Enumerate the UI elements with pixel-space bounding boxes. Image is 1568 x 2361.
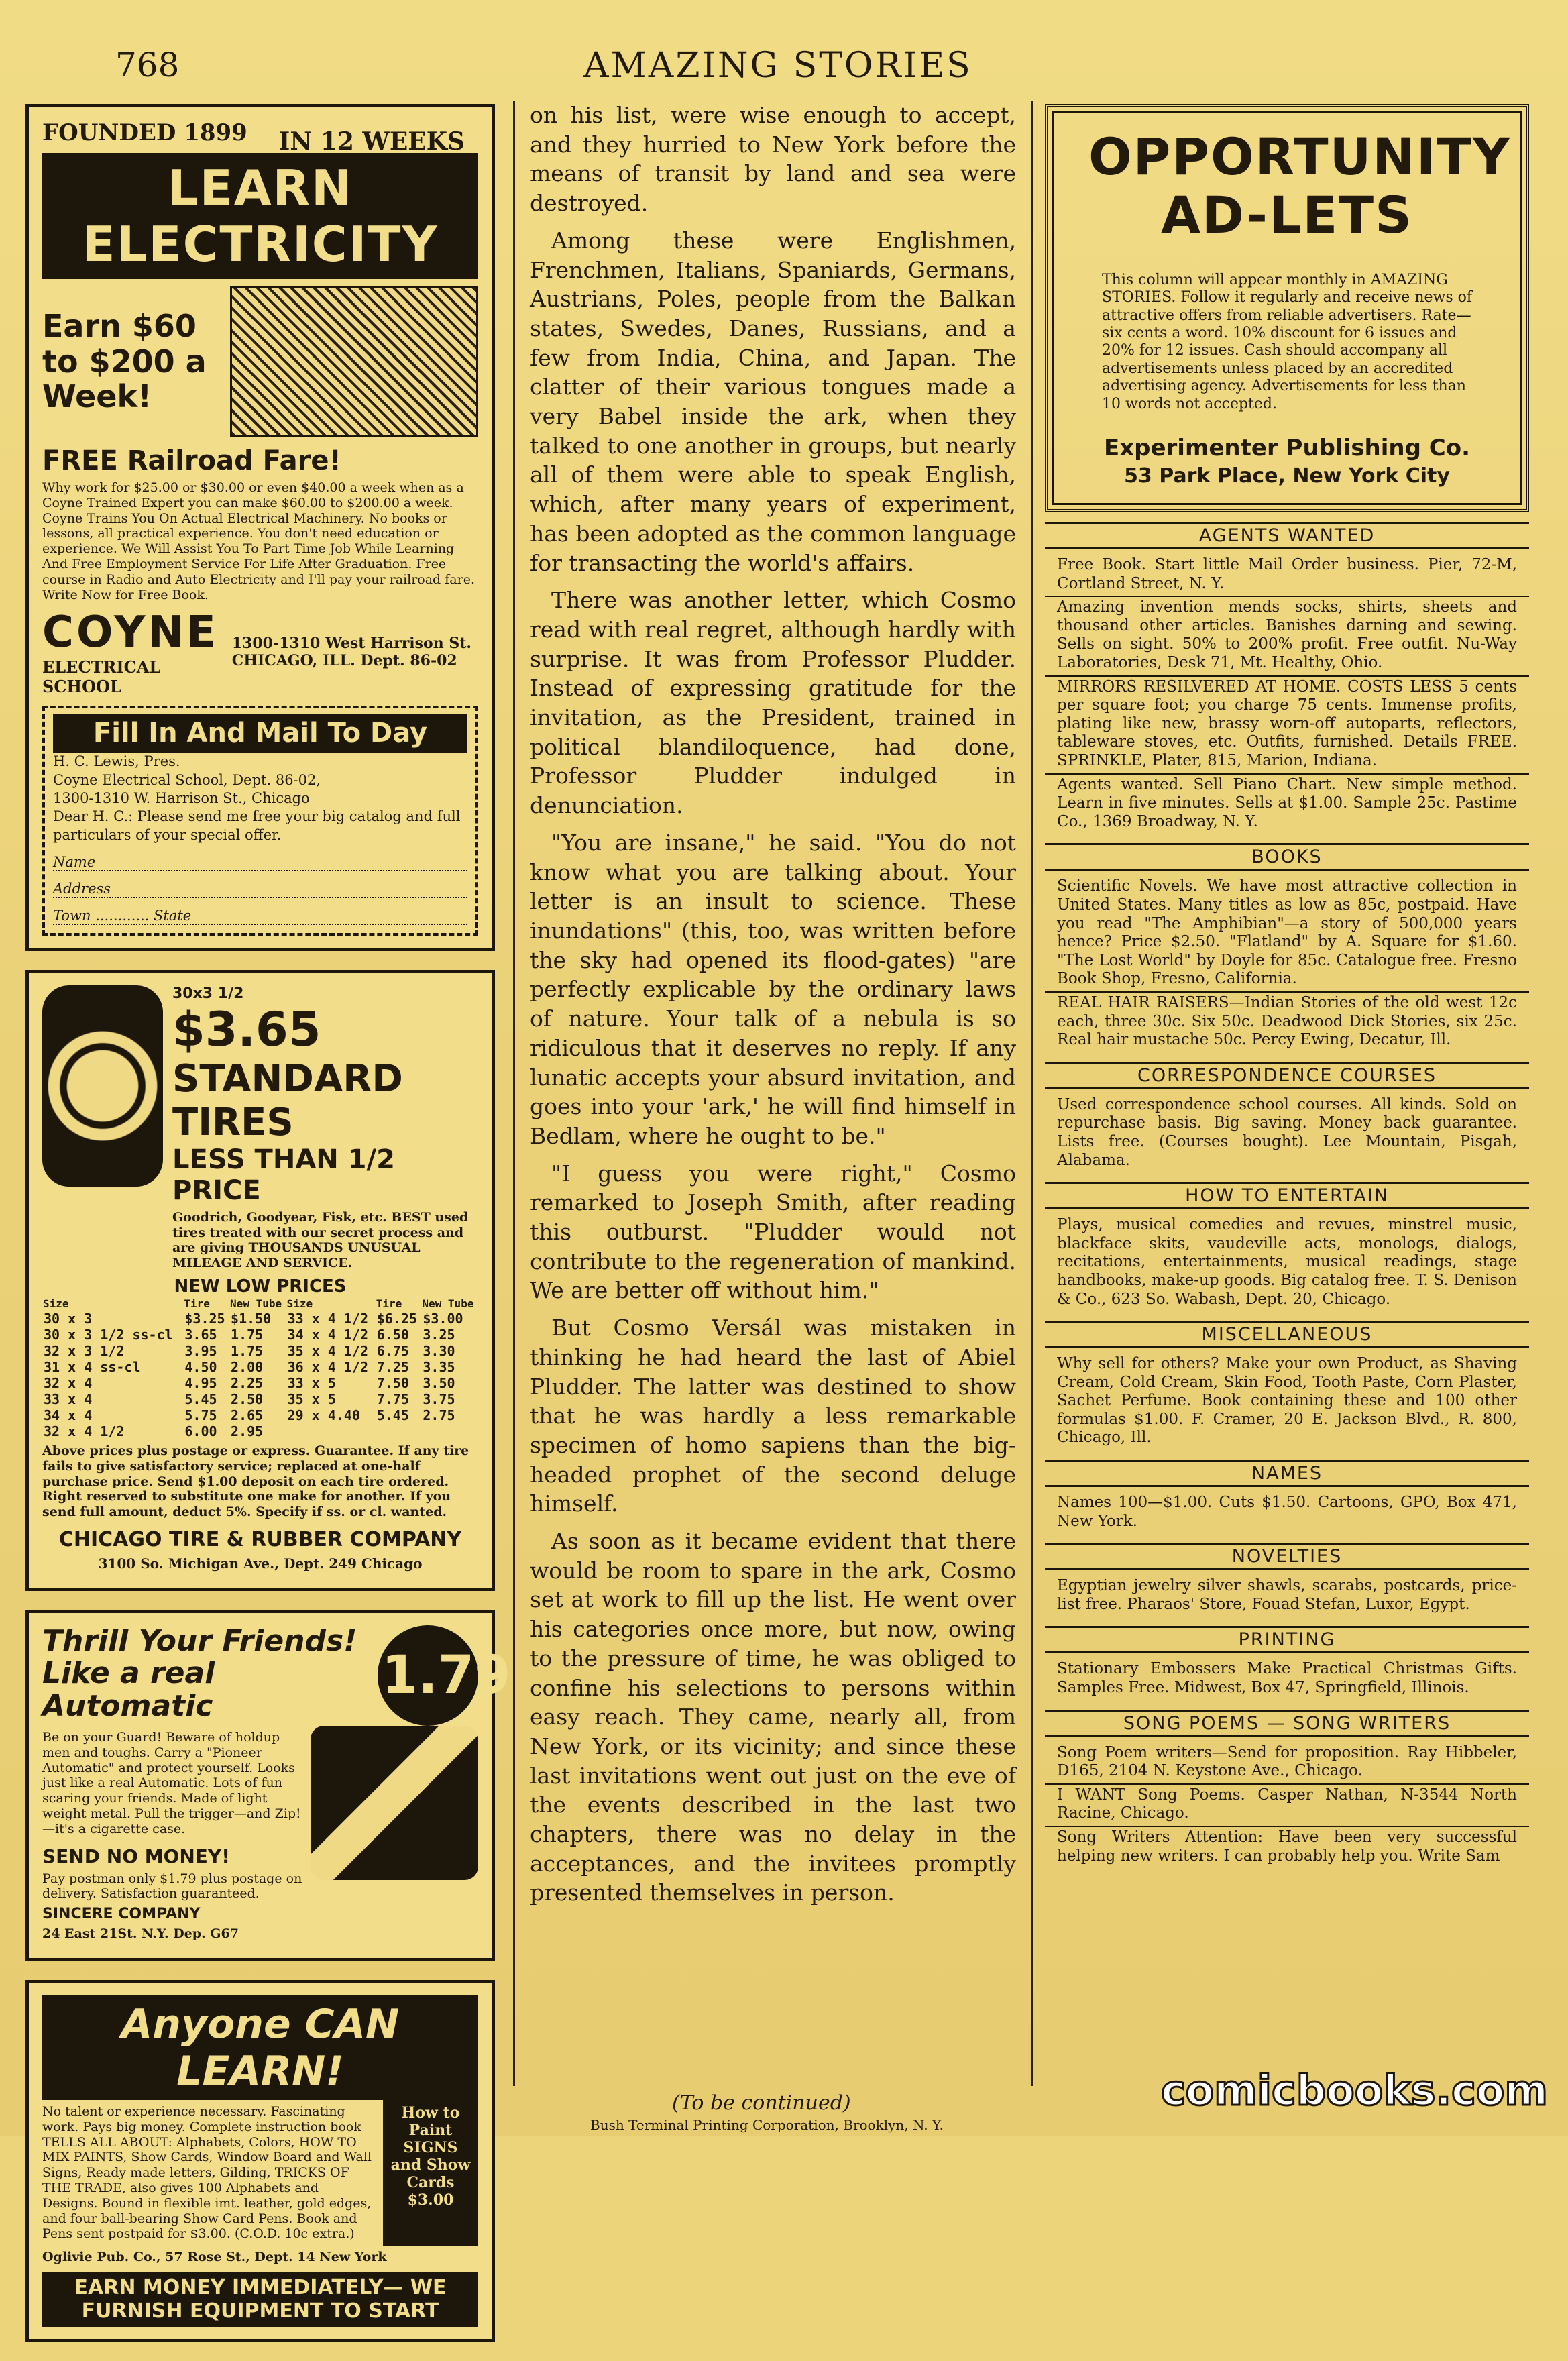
tire-cell: 3.30 <box>423 1343 455 1360</box>
tire-row <box>42 1359 478 1375</box>
classified-ad: MIRRORS RESILVERED AT HOME. COSTS LESS 5 cents per square foot; you charge 75 cents. Immense profits, plating like new, brassy worn-off autoparts, reflectors, tableware stoves, etc. Outfits, furnished. Details FREE. SPRINKLE, Plater, 815, Marion, Indiana. <box>1045 677 1529 775</box>
tire-column-header: Size <box>43 1297 69 1311</box>
tire-cell: 34 x 4 <box>44 1407 93 1424</box>
tire-cell: 6.50 <box>376 1327 409 1343</box>
tire-cell <box>421 1423 478 1439</box>
story-paragraph: on his list, were wise enough to accept, and they hurried to New York before the means of transit by land and sea were destroyed. <box>530 102 1016 217</box>
tire-row <box>42 1311 478 1327</box>
section-heading: NAMES <box>1045 1460 1529 1487</box>
tire-cell <box>286 1423 376 1439</box>
tire-illustration <box>42 985 163 1187</box>
tires-header <box>42 985 478 1275</box>
classified-section <box>1045 1182 1529 1311</box>
signs-ad <box>25 1980 495 2342</box>
tire-cell: 7.50 <box>376 1375 409 1392</box>
tire-row <box>42 1407 478 1423</box>
signs-headline: Anyone CAN LEARN! <box>42 1995 478 2100</box>
opportunity-intro: This column will appear monthly in AMAZING STORIES. Follow it regularly and receive news of attractive offers from reliable advertisers. Rate—six cents a word. 10% discount for 6 issues and 20% for 12 issues. Cash should accompany all advertisements unless placed by an accredited advertising agency. Advertisements for less than 10 words not accepted. <box>1102 271 1473 413</box>
coupon-title: Fill In And Mail To Day <box>53 714 467 753</box>
classifieds-column <box>1045 104 1529 1868</box>
tire-cell: 6.75 <box>376 1343 409 1360</box>
opportunity-box <box>1045 104 1529 512</box>
tire-cell: 2.25 <box>231 1375 264 1392</box>
page-number: 768 <box>115 46 180 85</box>
classified-ad: Amazing invention mends socks, shirts, sheets and thousand other articles. Banishes darning and sewing. Sells on sight. 50% to 200% profit. Free outfit. Nu-Way Laboratories, Desk 71, Mt. Healthy, Ohio. <box>1045 597 1529 676</box>
tire-column-header: Tire <box>376 1297 402 1311</box>
sign-book-cover <box>383 2100 478 2246</box>
tire-cell: $1.50 <box>231 1311 272 1327</box>
tire-size-label: 30x3 1/2 <box>172 985 244 1002</box>
signs-company: Oglivie Pub. Co., 57 Rose St., Dept. 14 New York <box>42 2250 387 2265</box>
classified-ad: Why sell for others? Make your own Product, as Shaving Cream, Cold Cream, Skin Food, Tooth Paste, Corn Plaster, Sachet Perfume. Book containing these and 100 other formulas $1.00. F. Cramer, 20 E. Jackson Blvd., R. 800, Chicago, Ill. <box>1057 1355 1517 1447</box>
tire-row <box>42 1423 478 1439</box>
tire-cell: 2.00 <box>231 1359 264 1376</box>
town-label: Town <box>53 907 91 924</box>
tire-cell: 32 x 4 <box>44 1375 93 1392</box>
tires-fine-print: Above prices plus postage or express. Guarantee. If any tire fails to give satisfactory service; replaced at one-half purchase price. Send $1.00 deposit on each tire ordered. Right reserved to substitute one make for another. If you send full amount, deduct 5%. Specify if ss. or cl. wanted. <box>42 1443 469 1520</box>
running-title: AMAZING STORIES <box>583 46 972 86</box>
tires-table-title: NEW LOW PRICES <box>174 1276 347 1297</box>
tire-cell: 35 x 5 <box>287 1391 336 1408</box>
name-field[interactable]: Name <box>53 854 467 871</box>
state-label: State <box>154 907 192 924</box>
tire-price: $3.65 <box>172 1001 321 1057</box>
coupon-line: Dear H. C.: Please send me free your big catalog and full particulars of your special offer. <box>53 808 461 843</box>
tire-cell: 35 x 4 1/2 <box>287 1343 369 1360</box>
coupon-line: 1300-1310 W. Harrison St., Chicago <box>53 789 310 806</box>
less-than-half: LESS THAN 1/2 PRICE <box>172 1144 395 1206</box>
adlets-title: AD-LETS <box>1161 185 1413 245</box>
tire-cell: 2.95 <box>231 1423 264 1440</box>
school-name: ELECTRICAL SCHOOL <box>42 657 161 697</box>
classified-section <box>1045 843 1529 1052</box>
story-paragraph: "You are insane," he said. "You do not know what you are talking about. Your letter is an insult to science. These inundations" (this, too, was written before the sky had opened its flood-gates) "are perfectly explicable by the ordinary laws of nature. Your talk of a nebula is so ridiculous that it deserves no reply. If any lunatic accepts your absurd invitation, and goes into your 'ark,' he will find himself in Bedlam, where he ought to be." <box>530 829 1016 1149</box>
tire-cell: 3.75 <box>423 1391 455 1408</box>
gun-pay: Pay postman only $1.79 plus postage on delivery. Satisfaction guaranteed. <box>42 1871 302 1902</box>
tire-cell: 33 x 4 1/2 <box>287 1311 369 1327</box>
gun-body: Be on your Guard! Beware of holdup men and toughs. Carry a "Pioneer Automatic" and protect yourself. Looks just like a real Automatic. Lots of fun scaring your friends. Made of light weight metal. Pull the trigger—and Zip!—it's a cigarette case. <box>42 1730 301 1836</box>
tire-company-address: 3100 So. Michigan Ave., Dept. 249 Chicago <box>98 1555 423 1572</box>
section-heading: HOW TO ENTERTAIN <box>1045 1182 1529 1209</box>
tire-cell: $6.25 <box>376 1311 417 1327</box>
gun-text <box>42 1726 304 1946</box>
address-field[interactable]: Address <box>53 881 467 898</box>
tire-cell: 4.95 <box>184 1375 217 1392</box>
tire-cell: 7.75 <box>376 1391 409 1408</box>
tire-cell: 5.45 <box>376 1407 409 1424</box>
tire-cell: 30 x 3 <box>44 1311 93 1327</box>
tire-cell: 31 x 4 ss-cl <box>44 1359 141 1376</box>
tire-row <box>42 1375 478 1391</box>
tire-cell: 33 x 5 <box>287 1375 336 1392</box>
electricity-ad <box>25 104 495 951</box>
classified-section <box>1045 1460 1529 1533</box>
electricity-body: Why work for $25.00 or $30.00 or even $40.00 a week when as a Coyne Trained Expert you can make $60.00 to $200.00 a week. Coyne Trains You On Actual Electrical Machinery. No books or lessons, all practical experience. You don't need education or experience. We Will Assist You To Part Time Job While Learning And Free Employment Service For Life After Graduation. Free course in Radio and Auto Electricity and I'll pay your railroad fare. Write Now for Free Book. <box>42 480 475 602</box>
classified-ad: Free Book. Start little Mail Order business. Pier, 72-M, Cortland Street, N. Y. <box>1045 555 1529 597</box>
coyne-logo: COYNE <box>42 608 219 658</box>
tire-cell: 32 x 4 1/2 <box>44 1423 125 1440</box>
tire-table-header <box>42 1297 478 1311</box>
section-heading: AGENTS WANTED <box>1045 522 1529 549</box>
publisher-address: 53 Park Place, New York City <box>1124 464 1450 488</box>
classified-ad: Agents wanted. Sell Piano Chart. New simple method. Learn in five minutes. Sells at $1.00. Sample 25c. Pastime Co., 1369 Broadway, N. Y. <box>1057 775 1517 830</box>
publisher-name: Experimenter Publishing Co. <box>1103 434 1471 461</box>
tire-cell: 2.75 <box>423 1407 455 1424</box>
classified-ad: Song Poem writers—Send for proposition. Ray Hibbeler, D165, 2104 N. Keystone Ave., Chicago. <box>1045 1743 1529 1785</box>
tire-cell: 4.50 <box>184 1359 217 1376</box>
classified-section <box>1045 522 1529 834</box>
coupon-line: H. C. Lewis, Pres. <box>53 753 180 770</box>
classified-section <box>1045 1543 1529 1616</box>
classified-ad: I WANT Song Poems. Casper Nathan, N-3544 North Racine, Chicago. <box>1045 1785 1529 1827</box>
tire-column-header: New Tube <box>422 1297 474 1311</box>
tire-cell: 2.50 <box>231 1391 264 1408</box>
tire-cell: 3.65 <box>184 1327 217 1343</box>
tire-cell: 33 x 4 <box>44 1391 93 1408</box>
sign-book-title: How to Paint SIGNS and Show Cards <box>390 2104 471 2191</box>
tire-cell <box>376 1423 422 1439</box>
printer-credit: Bush Terminal Printing Corporation, Brooklyn, N. Y. <box>590 2117 944 2133</box>
earn-text: Earn $60 to $200 a Week! <box>42 307 207 415</box>
signs-body-row <box>42 2100 478 2246</box>
gun-headline: Thrill Your Friends! Like a real Automatic <box>42 1624 357 1723</box>
coyne-address: 1300-1310 West Harrison St. CHICAGO, ILL. Dept. 86-02 <box>231 634 472 670</box>
gun-address: 24 East 21St. N.Y. Dep. G67 <box>42 1926 239 1942</box>
send-no-money: SEND NO MONEY! <box>42 1845 230 1867</box>
section-heading: BOOKS <box>1045 843 1529 871</box>
earn-money-bar: EARN MONEY IMMEDIATELY— WE FURNISH EQUIPMENT TO START <box>42 2272 478 2327</box>
classified-ad: Song Writers Attention: Have been very successful helping new writers. I can probably help you. Write Sam <box>1057 1828 1517 1865</box>
tire-cell: 34 x 4 1/2 <box>287 1327 369 1343</box>
mail-coupon[interactable] <box>42 706 478 935</box>
students-illustration <box>230 286 478 437</box>
tires-headline: STANDARD TIRES <box>172 1056 403 1144</box>
tire-company: CHICAGO TIRE & RUBBER COMPANY <box>58 1528 462 1552</box>
classified-ad: REAL HAIR RAISERS—Indian Stories of the old west 12c each, three 30c. Six 50c. Deadwood Dick Stories, six 25c. Real hair mustache 50c. Percy Ewing, Decatur, Ill. <box>1057 993 1517 1049</box>
tire-cell: 3.25 <box>423 1327 455 1343</box>
section-heading: MISCELLANEOUS <box>1045 1321 1529 1348</box>
gun-body-row <box>42 1726 478 1946</box>
story-paragraph: "I guess you were right," Cosmo remarked to Joseph Smith, after reading this outburst. "Pludder would not contribute to the regeneration of mankind. We are better off without him." <box>530 1160 1016 1304</box>
tire-price-table <box>42 1297 478 1439</box>
gun-price: $1.79 <box>378 1625 478 1726</box>
tire-row <box>42 1343 478 1359</box>
column-rule <box>1031 101 1033 2086</box>
tire-row <box>42 1391 478 1407</box>
classified-section <box>1045 1710 1529 1869</box>
sign-book-price: $3.00 <box>407 2191 454 2209</box>
signs-body: No talent or experience necessary. Fascinating work. Pays big money. Complete instruction book TELLS ALL ABOUT: Alphabets, Colors, HOW TO MIX PAINTS, Show Cards, Window Board and Wall Signs, Ready made letters, Gilding, TRICKS OF THE TRADE, also gives 100 Alphabets and Designs. Bound in flexible imt. leather, gold edges, and four ball-bearing Show Card Pens. Book and Pens sent postpaid for $3.00. (C.O.D. 10c extra.) <box>42 2104 372 2242</box>
weeks-label: IN 12 WEEKS <box>278 127 465 156</box>
tire-cell: 1.75 <box>231 1343 264 1360</box>
tire-table-body <box>42 1311 478 1439</box>
watermark-logo: comicbooks.com <box>1160 2066 1548 2115</box>
tire-column-header: Size <box>286 1297 313 1311</box>
tire-cell: 5.45 <box>184 1391 217 1408</box>
classified-sections <box>1045 522 1529 1868</box>
classified-ad: Names 100—$1.00. Cuts $1.50. Cartoons, GPO, Box 471, New York. <box>1057 1494 1517 1530</box>
tire-cell: $3.25 <box>184 1311 225 1327</box>
town-field[interactable]: Town ............ State <box>53 908 467 925</box>
gun-header <box>42 1624 511 1726</box>
tire-cell: 32 x 3 1/2 <box>44 1343 125 1360</box>
earn-row <box>42 286 478 437</box>
section-heading: CORRESPONDENCE COURSES <box>1045 1062 1529 1089</box>
gun-company: SINCERE COMPANY <box>42 1906 201 1923</box>
tire-cell: $3.00 <box>423 1311 463 1327</box>
classified-ad: Used correspondence school courses. All kinds. Sold on repurchase basis. Big saving. Money back guarantee. Lists free. (Courses bought). Lee Mountain, Pisgah, Alabama. <box>1057 1095 1517 1169</box>
tire-column-header: Tire <box>184 1297 210 1311</box>
coyne-block <box>42 608 478 696</box>
tire-row <box>42 1327 478 1343</box>
electricity-headline: LEARN ELECTRICITY <box>42 153 478 279</box>
railroad-fare: FREE Railroad Fare! <box>42 445 341 476</box>
section-heading: PRINTING <box>1045 1626 1529 1653</box>
founded-label: FOUNDED 1899 <box>42 119 247 146</box>
classified-section <box>1045 1321 1529 1450</box>
tire-column-header: New Tube <box>230 1297 282 1311</box>
tire-cell: 3.95 <box>184 1343 217 1360</box>
classified-section <box>1045 1626 1529 1700</box>
tire-cell: 1.75 <box>231 1327 264 1343</box>
tire-cell: 3.35 <box>423 1359 455 1376</box>
tire-cell: 3.50 <box>423 1375 455 1392</box>
tires-headline-block <box>172 985 478 1275</box>
tire-cell: 5.75 <box>184 1407 217 1424</box>
story-paragraph: There was another letter, which Cosmo read with real regret, although hardly with surprise. It was from Professor Pludder. Instead of expressing gratitude for the invitation, as the President, trained in political blandiloquence, had done, Professor Pludder indulged in denunciation. <box>530 587 1016 819</box>
classified-ad: Plays, musical comedies and revues, minstrel music, blackface skits, vaudeville acts, monologs, dialogs, recitations, entertainments, musical readings, stage handbooks, make-up goods. Big catalog free. T. S. Denison & Co., 623 So. Wabash, Dept. 20, Chicago. <box>1057 1216 1517 1308</box>
to-be-continued: (To be continued) <box>672 2091 851 2115</box>
tire-cell: 29 x 4.40 <box>287 1407 360 1424</box>
classified-section <box>1045 1062 1529 1172</box>
coupon-line: Coyne Electrical School, Dept. 86-02, <box>53 771 321 788</box>
tires-ad <box>25 970 495 1591</box>
tire-cell: 30 x 3 1/2 ss-cl <box>44 1327 173 1343</box>
tire-cell: 2.65 <box>231 1407 264 1424</box>
tires-intro: Goodrich, Goodyear, Fisk, etc. BEST used tires treated with our secret process and are giving THOUSANDS UNUSUAL MILEAGE AND SERVICE. <box>172 1209 469 1271</box>
story-paragraph: Among these were Englishmen, Frenchmen, Italians, Spaniards, Germans, Austrians, Poles, people from the Balkan states, Swedes, Danes, Russians, and a few from India, China, and Japan. The clatter of their various tongues made a very Babel inside the ark, when they talked to one another in groups, but nearly all of them were able to speak English, which, after many years of experiment, has been adopted as the common language for transacting the world's affairs. <box>530 227 1016 576</box>
section-heading: NOVELTIES <box>1045 1543 1529 1570</box>
classified-ad: Stationary Embossers Make Practical Christmas Gifts. Samples Free. Midwest, Box 47, Springfield, Illinois. <box>1057 1660 1517 1697</box>
pistol-illustration <box>311 1726 478 1880</box>
story-paragraph: But Cosmo Versál was mistaken in thinking he had heard the last of Abiel Pludder. The latter was destined to show that he was hardly a less remarkable specimen of homo sapiens than the big-headed prophet of the second deluge himself. <box>530 1315 1016 1517</box>
story-paragraph: As soon as it became evident that there would be room to spare in the ark, Cosmo set at work to fill up the list. He went over his categories once more, but now, owing to the pressure of time, he was obliged to confine his selections to persons within easy reach. They came, nearly all, from New York, or its vicinity; and since these last invitations went out just on the eve of the events described in the last two chapters, there was no delay in the acceptances, and the invitees promptly presented themselves in person. <box>530 1528 1016 1906</box>
left-ads-column <box>25 104 511 2361</box>
story-column <box>530 101 1016 1916</box>
section-heading: SONG POEMS — SONG WRITERS <box>1045 1710 1529 1737</box>
classified-ad: Scientific Novels. We have most attractive collection in United States. Many titles as low as 85c, postpaid. Have you read "The Amphibian"—a story of 500,000 years hence? Price $2.50. "Flatland" by A. Square for $1.60. "The Lost World" by Doyle for 85c. Catalogue free. Fresno Book Shop, Fresno, California. <box>1045 876 1529 993</box>
tire-cell: 6.00 <box>184 1423 217 1440</box>
tire-cell: 7.25 <box>376 1359 409 1376</box>
opportunity-title: OPPORTUNITY <box>1088 127 1512 186</box>
automatic-ad <box>25 1610 511 1961</box>
classified-ad: Egyptian jewelry silver shawls, scarabs, postcards, price-list free. Pharaos' Store, Fouad Stefan, Luxor, Egypt. <box>1057 1577 1517 1613</box>
tire-cell: 36 x 4 1/2 <box>287 1359 369 1376</box>
column-rule <box>513 101 515 2086</box>
